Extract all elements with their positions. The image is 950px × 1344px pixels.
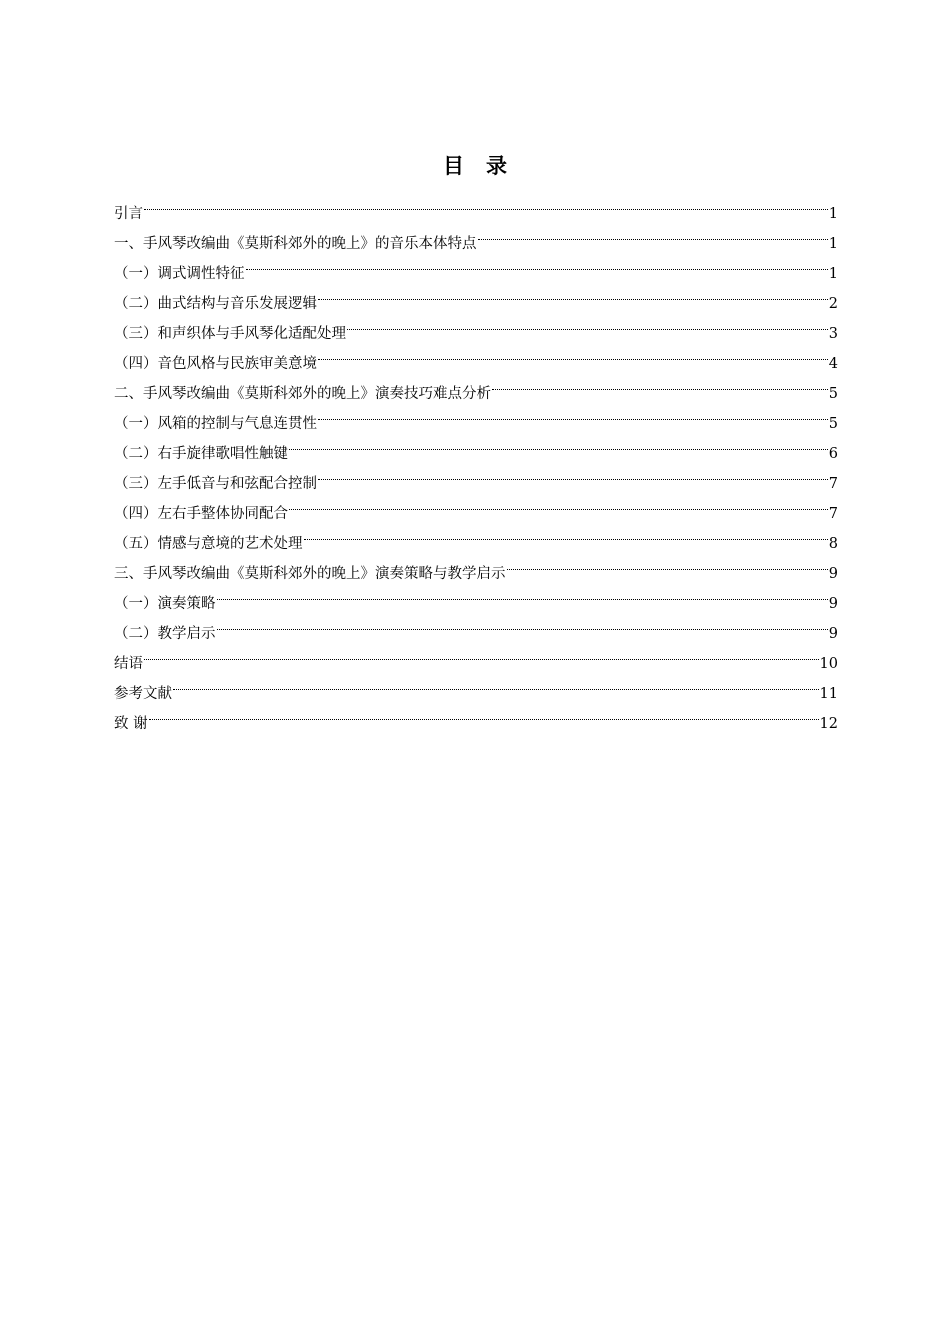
toc-entry-page-number: 5: [828, 386, 838, 402]
toc-entry[interactable]: [114, 698, 838, 732]
page-title-part2: 录: [486, 154, 507, 178]
toc-dot-leader: [318, 338, 828, 368]
toc-entry-label: （五）情感与意境的艺术处理: [114, 536, 303, 552]
toc-entry-label: （一）调式调性特征: [114, 266, 245, 282]
page-title: [0, 150, 950, 182]
toc-entry-page-number: 3: [828, 326, 838, 342]
toc-entry-label: 结语: [114, 656, 143, 672]
toc-entry-page-number: 9: [828, 626, 838, 642]
toc-entry-label: 致 谢: [114, 716, 148, 732]
toc-entry-label: （二）教学启示: [114, 626, 216, 642]
toc-entry-page-number: 8: [828, 536, 838, 552]
toc-entry-page-number: 7: [828, 506, 838, 522]
toc-dot-leader: [318, 398, 828, 428]
toc-dot-leader: [289, 428, 828, 458]
toc-entry-page-number: 7: [828, 476, 838, 492]
toc-entry-label: 一、手风琴改编曲《莫斯科郊外的晚上》的音乐本体特点: [114, 236, 477, 252]
toc-dot-leader: [173, 668, 819, 698]
toc-dot-leader: [217, 578, 828, 608]
toc-entry-label: （一）演奏策略: [114, 596, 216, 612]
toc-dot-leader: [149, 698, 819, 728]
toc-entry-page-number: 11: [819, 686, 838, 702]
toc-entry-label: （三）和声织体与手风琴化适配处理: [114, 326, 346, 342]
toc-entry-page-number: 1: [828, 266, 838, 282]
toc-entry-page-number: 9: [828, 596, 838, 612]
toc-entry-page-number: 9: [828, 566, 838, 582]
toc-dot-leader: [144, 188, 828, 218]
toc-entry-label: （四）音色风格与民族审美意境: [114, 356, 317, 372]
toc-dot-leader: [246, 248, 828, 278]
toc-entry-label: （四）左右手整体协同配合: [114, 506, 288, 522]
toc-entry[interactable]: [114, 578, 838, 612]
table-of-contents: [114, 188, 838, 732]
toc-dot-leader: [144, 638, 819, 668]
toc-entry-label: 参考文献: [114, 686, 172, 702]
toc-dot-leader: [507, 548, 828, 578]
toc-dot-leader: [347, 308, 828, 338]
toc-dot-leader: [478, 218, 828, 248]
toc-entry-label: （三）左手低音与和弦配合控制: [114, 476, 317, 492]
toc-dot-leader: [304, 518, 828, 548]
toc-entry-page-number: 2: [828, 296, 838, 312]
toc-entry-label: 二、手风琴改编曲《莫斯科郊外的晚上》演奏技巧难点分析: [114, 386, 491, 402]
toc-entry-label: （二）曲式结构与音乐发展逻辑: [114, 296, 317, 312]
toc-dot-leader: [289, 488, 828, 518]
toc-entry-page-number: 6: [828, 446, 838, 462]
toc-entry-page-number: 1: [828, 206, 838, 222]
toc-entry-label: 三、手风琴改编曲《莫斯科郊外的晚上》演奏策略与教学启示: [114, 566, 506, 582]
toc-dot-leader: [318, 458, 828, 488]
toc-entry-page-number: 4: [828, 356, 838, 372]
toc-entry[interactable]: [114, 188, 838, 222]
toc-dot-leader: [492, 368, 828, 398]
toc-entry-label: 引言: [114, 206, 143, 222]
toc-dot-leader: [217, 608, 828, 638]
toc-entry[interactable]: [114, 218, 838, 252]
toc-entry-page-number: 1: [828, 236, 838, 252]
toc-dot-leader: [318, 278, 828, 308]
toc-entry-page-number: 5: [828, 416, 838, 432]
toc-entry-label: （一）风箱的控制与气息连贯性: [114, 416, 317, 432]
toc-entry[interactable]: [114, 668, 838, 702]
toc-entry-page-number: 10: [819, 656, 838, 672]
toc-entry-label: （二）右手旋律歌唱性触键: [114, 446, 288, 462]
toc-entry[interactable]: [114, 608, 838, 642]
toc-entry[interactable]: [114, 638, 838, 672]
toc-entry-page-number: 12: [819, 716, 838, 732]
page-title-part1: 目: [443, 154, 464, 178]
